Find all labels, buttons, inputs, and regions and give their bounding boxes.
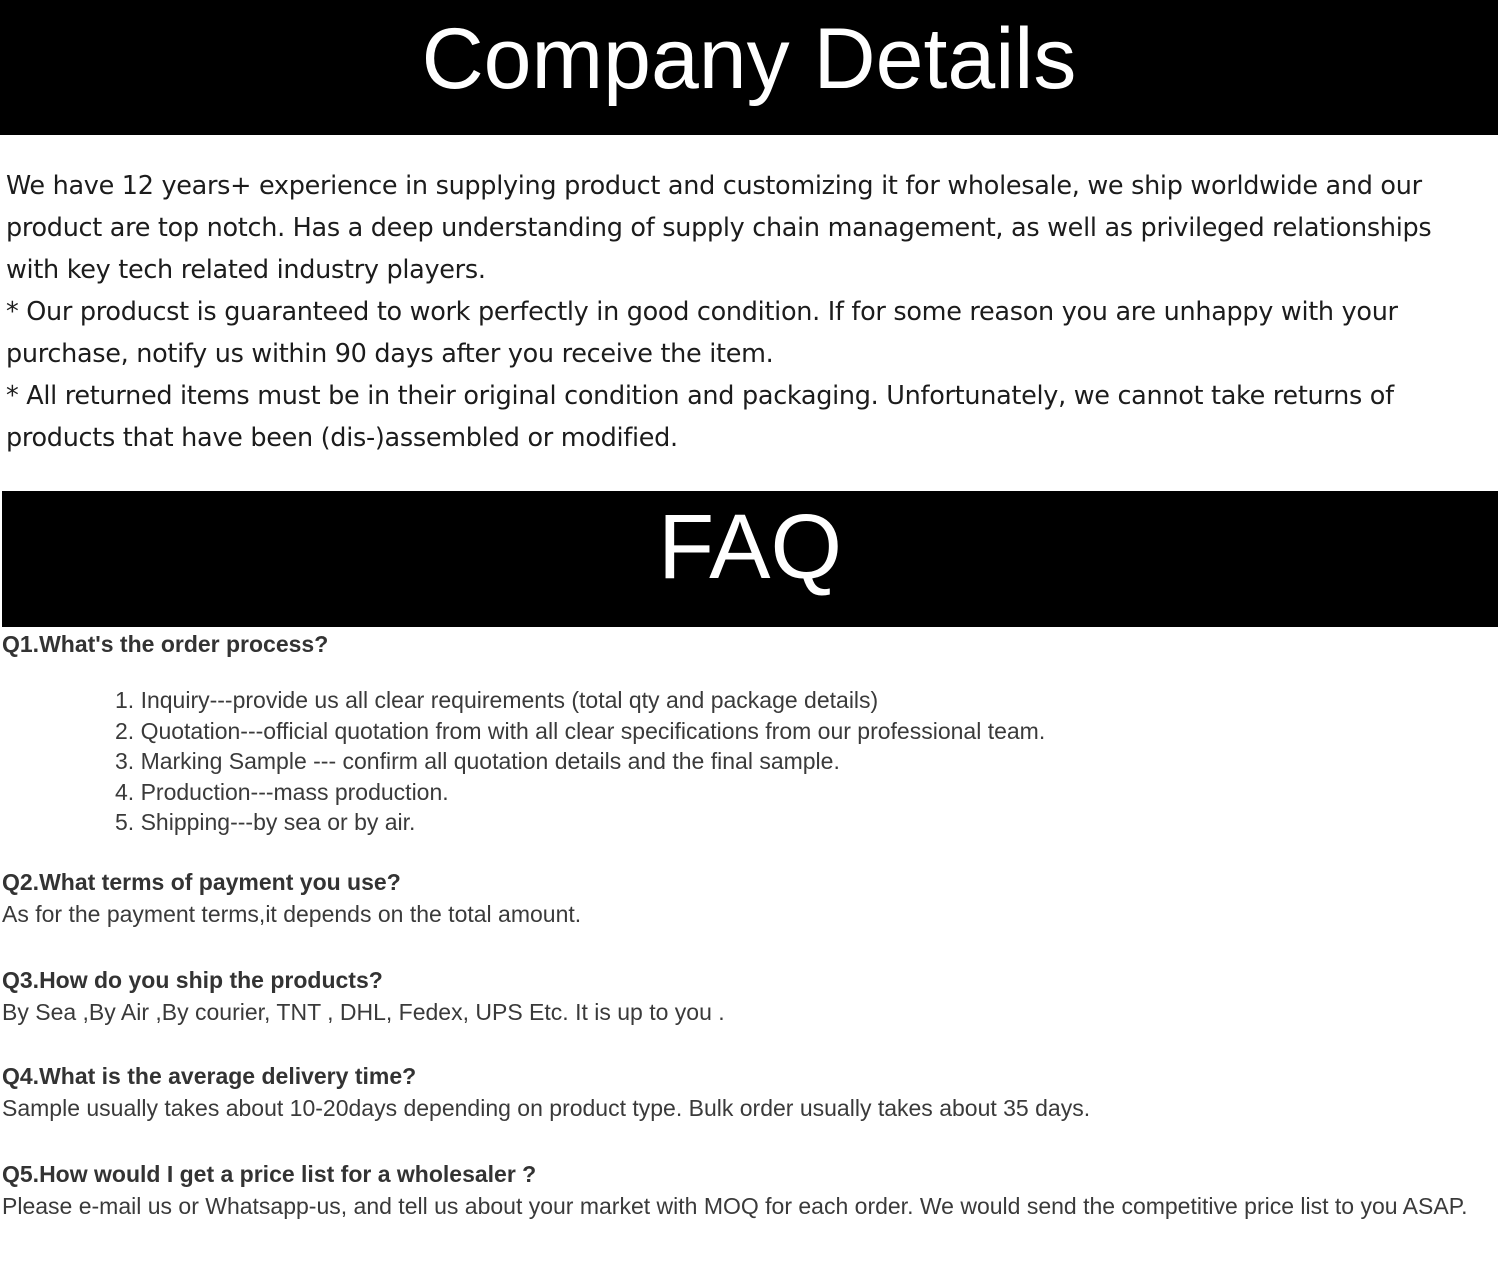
order-step: 4. Production---mass production.	[115, 778, 449, 805]
order-step: 5. Shipping---by sea or by air.	[115, 809, 416, 835]
company-details-banner	[0, 0, 1498, 135]
faq-banner	[2, 491, 1498, 627]
faq-q1	[2, 628, 1492, 660]
faq-question: Q5.How would I get a price list for a wholesaler ?	[2, 1161, 537, 1187]
faq-answer: By Sea ,By Air ,By courier, TNT , DHL, Fedex, UPS Etc. It is up to you .	[2, 999, 725, 1025]
faq-q4	[2, 1060, 1492, 1124]
faq-question: Q1.What's the order process?	[2, 631, 329, 657]
guarantee-paragraph: * Our producst is guaranteed to work perfectly in good condition. If for some reason you are unhappy with your purchase, notify us within 90 days after you receive the item.	[6, 297, 1398, 369]
company-details-title: Company Details	[421, 11, 1077, 107]
faq-question: Q2.What terms of payment you use?	[2, 869, 401, 895]
faq-answer: Please e-mail us or Whatsapp-us, and tell us about your market with MOQ for each order. We would send the competitive price list to you ASAP.	[2, 1193, 1468, 1219]
returns-paragraph: * All returned items must be in their original condition and packaging. Unfortunately, we cannot take returns of products that have been (dis-)assembled or modified.	[6, 381, 1394, 453]
faq-title: FAQ	[657, 495, 843, 598]
faq-question: Q3.How do you ship the products?	[2, 967, 383, 993]
faq-q2	[2, 866, 1492, 930]
order-step: 3. Marking Sample --- confirm all quotation details and the final sample.	[115, 748, 840, 774]
order-process-steps	[115, 685, 1045, 838]
faq-q5	[2, 1158, 1492, 1222]
company-intro-paragraph: We have 12 years+ experience in supplying product and customizing it for wholesale, we ship worldwide and our product are top notch. Has a deep understanding of supply chain management, as well as privileged relationships with key tech related industry players.	[6, 171, 1432, 285]
faq-answer: Sample usually takes about 10-20days depending on product type. Bulk order usually takes about 35 days.	[2, 1095, 1091, 1121]
faq-q3	[2, 964, 1492, 1028]
faq-question: Q4.What is the average delivery time?	[2, 1063, 417, 1089]
order-step: 1. Inquiry---provide us all clear requirements (total qty and package details)	[115, 687, 879, 713]
faq-answer: As for the payment terms,it depends on the total amount.	[2, 901, 582, 927]
company-description	[6, 165, 1486, 459]
order-step: 2. Quotation---official quotation from with all clear specifications from our professional team.	[115, 717, 1046, 744]
